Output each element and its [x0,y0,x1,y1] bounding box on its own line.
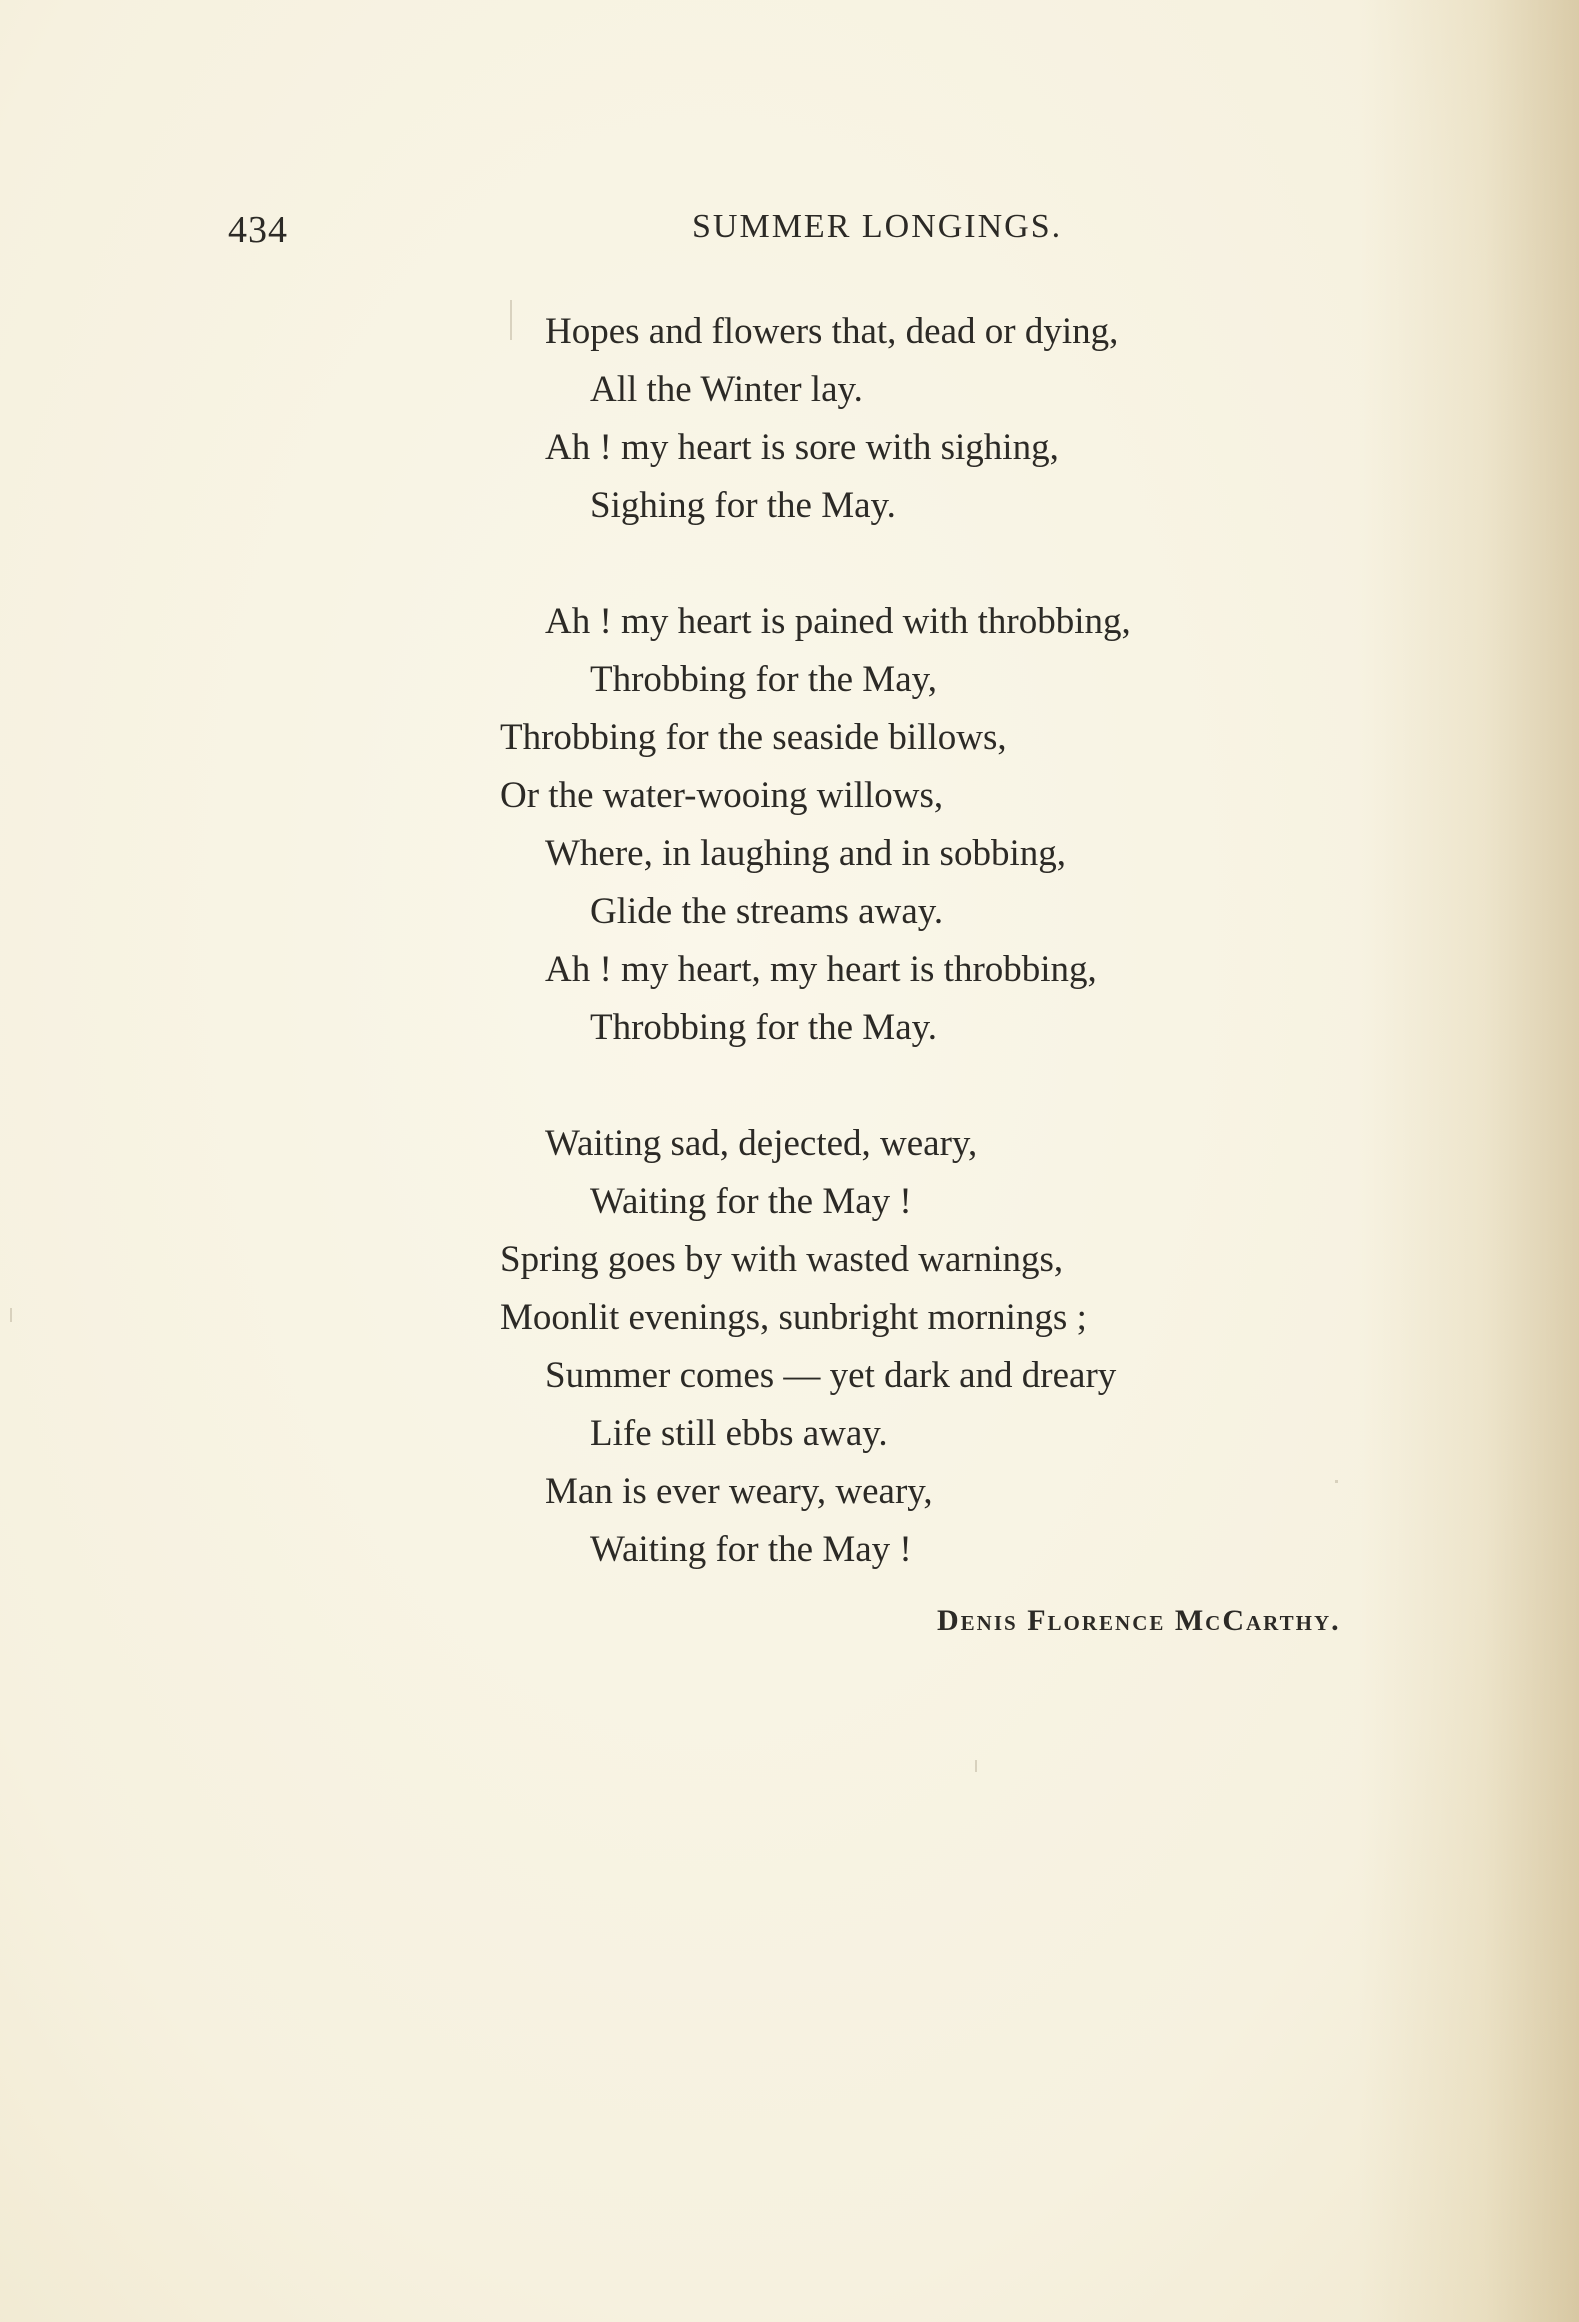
poem-line: Throbbing for the May. [590,1007,937,1048]
poem-line: Or the water-wooing willows, [500,775,944,816]
poem-line: Summer comes — yet dark and dreary [545,1355,1117,1396]
poem-line: Waiting for the May ! [590,1529,912,1570]
poem-line: Waiting sad, dejected, weary, [545,1123,978,1164]
paper-speck [1335,1480,1338,1483]
poem-line: Moonlit evenings, sunbright mornings ; [500,1297,1087,1338]
poem-line: Ah ! my heart, my heart is throbbing, [545,949,1097,990]
poem-attribution: Denis Florence McCarthy. [937,1604,1341,1637]
running-head [0,208,1579,258]
poem-line: Sighing for the May. [590,485,896,526]
poem-line: Where, in laughing and in sobbing, [545,833,1066,874]
poem-line: Throbbing for the May, [590,659,937,700]
poem-line: Ah ! my heart is sore with sighing, [545,427,1059,468]
paper-speck [510,300,512,340]
poem-line: Waiting for the May ! [590,1181,912,1222]
poem-line: Throbbing for the seaside billows, [500,717,1007,758]
paper-speck [10,1308,12,1322]
running-title: SUMMER LONGINGS. [692,208,1063,245]
poem-line: Ah ! my heart is pained with throbbing, [545,601,1131,642]
poem-line: Hopes and flowers that, dead or dying, [545,311,1119,352]
page-number: 434 [228,209,288,251]
poem-line: Spring goes by with wasted warnings, [500,1239,1064,1280]
poem-line: Man is ever weary, weary, [545,1471,933,1512]
paper-speck [975,1760,977,1772]
poem-line: Life still ebbs away. [590,1413,888,1454]
poem-line: Glide the streams away. [590,891,944,932]
poem-line: All the Winter lay. [590,369,863,410]
